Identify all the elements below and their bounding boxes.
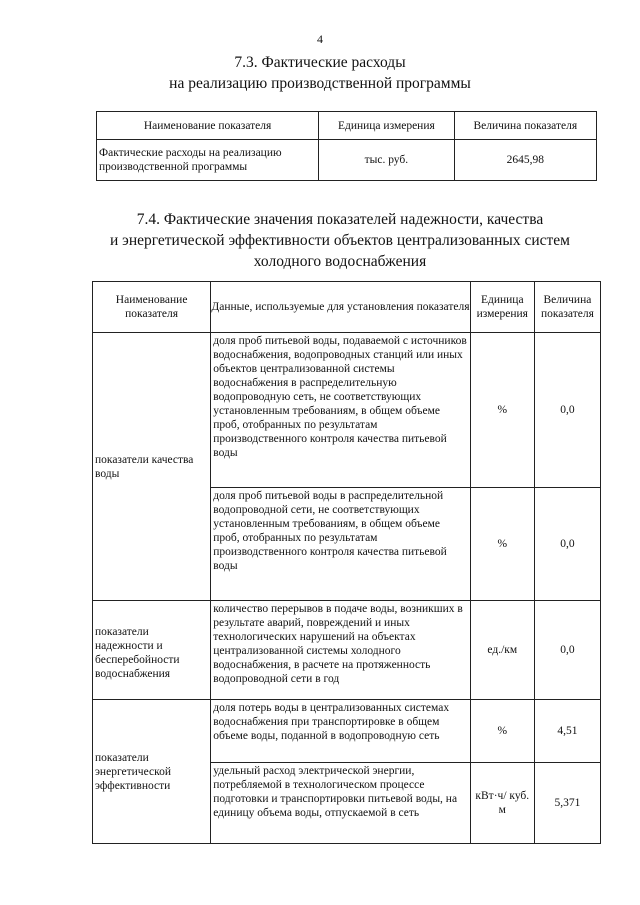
row-unit-water-losses: % [470,700,534,763]
section-7-3-title [0,52,640,94]
section-7-4-title-line3: холодного водоснабжения [253,253,427,270]
expenses-header-value: Величина показателя [454,112,596,140]
expenses-table [96,111,597,181]
section-7-4-title-line2: и энергетической эффективности объектов централизованных систем [110,232,570,249]
indicators-header-data: Данные, используемые для установления показателя [211,282,471,333]
group-energy-efficiency: показатели энергетической эффективности [93,700,211,844]
indicators-header-unit: Единица измерения [470,282,534,333]
row-data-quality-network: доля проб питьевой воды в распределительной водопроводной сети, не соответствующих установленным требованиям, в общем объеме проб, отобранных по результатам производственного контроля качества питьевой воды [211,488,471,601]
row-data-energy-consumption: удельный расход электрической энергии, потребляемой в технологическом процессе подготовки и транспортировки питьевой воды, на единицу объема воды, отпускаемой в сеть [211,763,471,844]
row-value-water-losses: 4,51 [534,700,600,763]
expenses-row-name: Фактические расходы на реализацию производственной программы [97,140,319,181]
expenses-header-unit: Единица измерения [319,112,454,140]
group-water-quality: показатели качества воды [93,333,211,601]
table-row [93,333,601,488]
table-row [93,700,601,763]
expenses-row-unit: тыс. руб. [319,140,454,181]
row-unit-reliability: ед./км [470,601,534,700]
row-unit-quality-source: % [470,333,534,488]
table-row [93,601,601,700]
group-reliability: показатели надежности и бесперебойности водоснабжения [93,601,211,700]
row-value-reliability: 0,0 [534,601,600,700]
row-unit-energy-consumption: кВт·ч/ куб. м [470,763,534,844]
page-number: 4 [317,32,323,46]
indicators-header-value: Величина показателя [534,282,600,333]
indicators-table [92,281,601,844]
section-7-4-title-line1: 7.4. Фактические значения показателей надежности, качества [136,211,544,228]
indicators-header-name: Наименование показателя [93,282,211,333]
section-7-4-title [90,209,590,272]
section-7-3-title-line2: на реализацию производственной программы [169,75,471,92]
row-value-quality-network: 0,0 [534,488,600,601]
row-value-energy-consumption: 5,371 [534,763,600,844]
section-7-3-title-line1: 7.3. Фактические расходы [234,54,406,71]
expenses-row-value: 2645,98 [454,140,596,181]
expenses-header-name: Наименование показателя [97,112,319,140]
row-unit-quality-network: % [470,488,534,601]
row-data-reliability: количество перерывов в подаче воды, возникших в результате аварий, повреждений и иных технологических нарушений на объектах централизованной системы холодного водоснабжения, в расчете на протяженность водопроводной сети в год [211,601,471,700]
row-value-quality-source: 0,0 [534,333,600,488]
row-data-water-losses: доля потерь воды в централизованных системах водоснабжения при транспортировке в общем объеме воды, поданной в водопроводную сеть [211,700,471,763]
row-data-quality-source: доля проб питьевой воды, подаваемой с источников водоснабжения, водопроводных станций или иных объектов централизованной системы водоснабжения в распределительную водопроводную сеть, не соответствующих установленным требованиям, в общем объеме проб, отобранных по результатам производственного контроля качества питьевой воды [211,333,471,488]
